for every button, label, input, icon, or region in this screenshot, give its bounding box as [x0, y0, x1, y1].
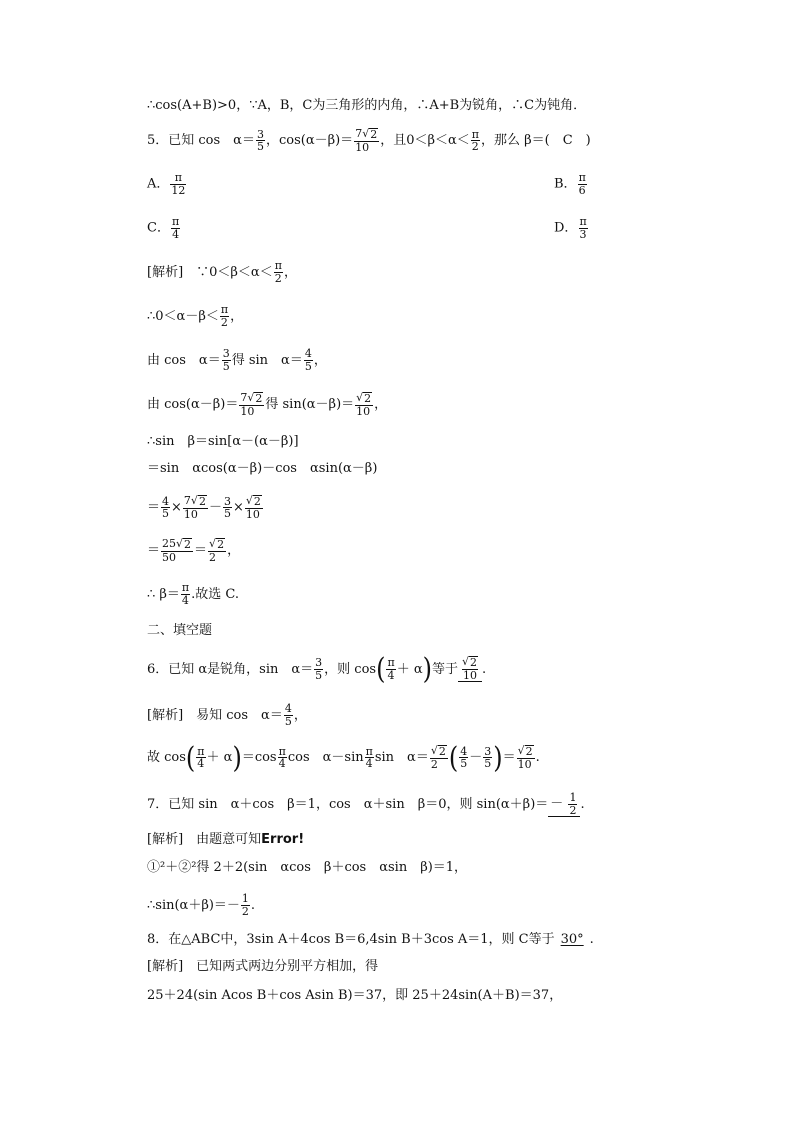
solution-line: ＝ $\frac{4}{5}$ × 7 √ 2 10 － $\frac{3}{5}$ × √ 2 10	[147, 494, 261, 521]
section-heading: 二、填空题	[147, 623, 213, 638]
solution-line: ＝sin αcos(α－β)－cos αsin(α－β)	[147, 461, 378, 476]
question-7: 7．已知 sin α＋cos β＝1，cos α＋sin β＝0，则 sin(α＋β)＝ － $\frac{1}{2}$ .	[147, 791, 585, 817]
solution-line: ＝ 25 √ 2 50 ＝ √ 2 2 ，	[147, 537, 241, 564]
fraction: $\frac{3}{5}$	[256, 127, 264, 154]
solution-line: [解析] 由题意可知 Error!	[147, 832, 305, 847]
question-6: 6．已知 α是锐角，sin α＝ $\frac{3}{5}$ ，则 cos ( $\frac{\pi}{4}$ ＋ α ) 等于 √ 2 10 .	[147, 652, 487, 686]
options-row-2	[147, 216, 674, 240]
question-8: 8．在△ABC中，3sin A＋4cos B＝6,4sin B＋3cos A＝1，则 C等于 30° .	[147, 932, 594, 947]
solution-line: [解析] 已知两式两边分别平方相加，得	[147, 959, 379, 974]
fraction: $\frac{\pi}{2}$	[471, 127, 480, 154]
option-b: B． $\frac{\pi}{6}$	[554, 171, 586, 197]
solution-line: [解析] ∵0＜β＜α＜ $\frac{\pi}{2}$ ，	[147, 259, 297, 285]
fraction: 7 √ 2 10	[355, 127, 378, 154]
option-c: C． $\frac{\pi}{4}$	[147, 215, 180, 241]
question-5: 5．已知 cos α＝ $\frac{3}{5}$ ，cos(α－β)＝ 7 √ 2 10 ，且0＜β＜α＜ $\frac{\pi}{2}$ ，那么 β＝( C )	[147, 127, 591, 154]
option-d: D． $\frac{\pi}{3}$	[554, 215, 587, 241]
solution-line: 由 cos(α－β)＝ 7 √ 2 10 得 sin(α－β)＝ √ 2 10 ，	[147, 391, 388, 418]
solution-line: ①²＋②²得 2＋2(sin αcos β＋cos αsin β)＝1，	[147, 860, 468, 875]
solution-line: ∴sin(α＋β)＝－ $\frac{1}{2}$ .	[147, 892, 256, 918]
options-row-1	[147, 172, 674, 196]
conclusion-line: ∴cos(A+B)>0，∵A，B，C为三角形的内角，∴A+B为锐角，∴C为钝角．	[147, 98, 587, 113]
option-a: A． $\frac{\pi}{12}$	[147, 171, 186, 197]
solution-line: 由 cos α＝ $\frac{3}{5}$ 得 sin α＝ $\frac{4}{5}$ ，	[147, 347, 327, 373]
answer-blank: √ 2 10	[458, 656, 482, 682]
solution-line: [解析] 易知 cos α＝ $\frac{4}{5}$ ，	[147, 702, 307, 728]
solution-line: ∴ β＝ $\frac{\pi}{4}$ .故选 C.	[147, 581, 240, 607]
solution-line: ∴0＜α－β＜ $\frac{\pi}{2}$ ，	[147, 303, 244, 329]
solution-line: ∴sin β＝sin[α－(α－β)]	[147, 434, 299, 449]
solution-line: 25＋24(sin Acos B＋cos Asin B)＝37，即 25＋24sin(A＋B)＝37，	[147, 988, 563, 1003]
answer-blank: 30°	[560, 932, 584, 947]
answer-blank: － $\frac{1}{2}$	[548, 792, 580, 817]
solution-line: 故 cos ( $\frac{\pi}{4}$ ＋ α ) ＝cos $\frac{\pi}{4}$ cos α－sin $\frac{\pi}{4}$ sin α＝ √ 2 2 ( $\frac{4}{5}$ － $\frac{3}{5}$ ) ＝ √ 2 10 .	[147, 740, 540, 775]
